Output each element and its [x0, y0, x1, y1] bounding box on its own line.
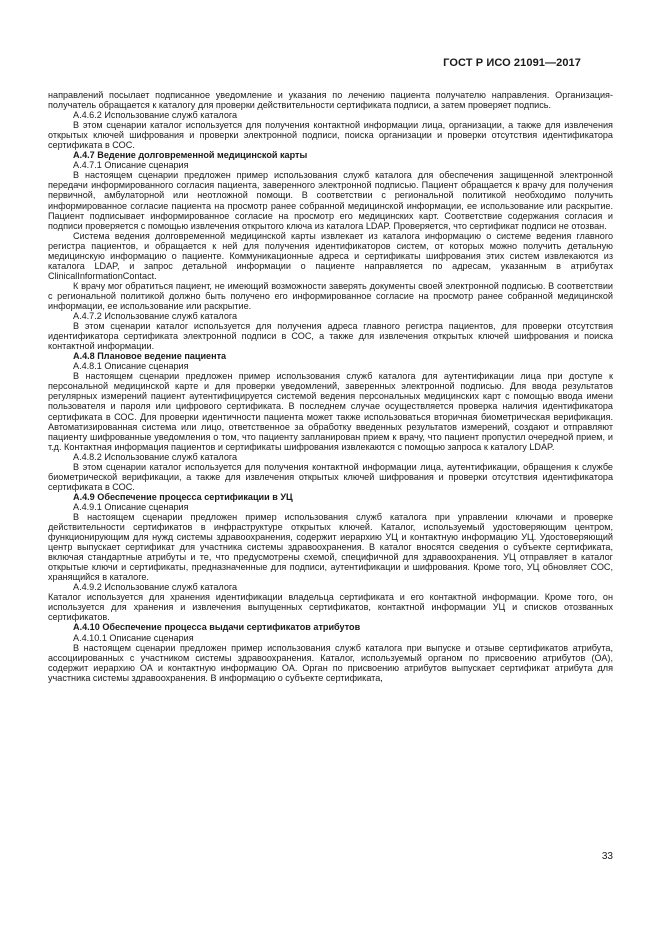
section-heading: А.4.9 Обеспечение процесса сертификации в УЦ	[73, 491, 293, 502]
document-header: ГОСТ Р ИСО 21091—2017	[443, 57, 581, 69]
page-number: 33	[601, 851, 613, 862]
paragraph: В этом сценарии каталог используется для получения контактной информации лица, организации, а также для извлечения открытых ключей шифрования и проверки электронной подписи, поиска организации и проверки отсутствия идентификатора сертификата в СОС.	[48, 120, 613, 151]
paragraph: Система ведения долговременной медицинской карты извлекает из каталога информацию о системе ведения главного регистра пациентов, и обращается к ней для получения идентификаторов систем, от которых можно получить детальную медицинскую информацию о пациенте. Коммуникационные адреса и сертификаты шифрования этих систем извлекаются из каталога LDAP, и запрос детальной информации о пациенте направляется по адресам, указанным в атрибутах ClinicalInformationContact.	[48, 230, 613, 281]
subsection-title: А.4.6.2 Использование служб каталога	[73, 110, 238, 121]
subsection-title: А.4.9.1 Описание сценария	[73, 501, 189, 512]
subsection-title: А.4.7.1 Описание сценария	[73, 160, 189, 171]
subsection-title: А.4.8.2 Использование служб каталога	[73, 451, 238, 462]
paragraph: В настоящем сценарии предложен пример использования служб каталога для обеспечения защищенной электронной передачи информированного согласия пациента, заверенного электронной подписью. Пациент обращается к врачу для получения первичной, амбулаторной или неотложной помощи. В соответствии с региональной политикой необходимо получить информированное согласие пациента на просмотр ранее собранной медицинской информации, ее использование или раскрытие. Пациент подписывает информированное согласие на просмотр его медицинских карт. Соответствие содержания согласия и подписи проверяется с помощью извлечения открытого ключа из каталога LDAP. Проверяется, что сертификат подписи не отозван.	[48, 170, 613, 231]
paragraph: В этом сценарии каталог используется для получения контактной информации лица, аутентификации, обращения к службе биометрической верификации, а также для извлечения открытых ключей шифрования и проверки отсутствия идентификатора сертификата в СОС.	[48, 461, 613, 492]
paragraph: Каталог используется для хранения идентификации владельца сертификата и его контактной информации. Кроме того, он используется для хранения и извлечения выпущенных сертификатов, контактной информации УЦ и списков отозванных сертификатов.	[48, 592, 613, 623]
paragraph: К врачу мог обратиться пациент, не имеющий возможности заверять документы своей электронной подписью. В соответствии с региональной политикой должно быть получено его информированное согласие на просмотр ранее собранной медицинской информации, ее использование или раскрытие.	[48, 280, 613, 311]
paragraph: В настоящем сценарии предложен пример использования служб каталога при управлении ключами и проверке действительности сертификатов в инфраструктуре открытых ключей. Каталог, используемый удостоверяющим центром, функционирующим для нужд системы здравоохранения, содержит иерархию УЦ и контактную информацию УЦ. Удостоверяющий центр выпускает сертификат для участника системы здравоохранения. В каталог вносятся сведения о субъекте сертификата, включая стандартные атрибуты и те, что предусмотрены схемой, специфичной для здравоохранения. УЦ отправляет в каталог открытые ключи и сертификаты, предназначенные для подписи, аутентификации и шифрования. Кроме того, УЦ обновляет СОС, хранящийся в каталоге.	[48, 511, 613, 583]
subsection-title: А.4.8.1 Описание сценария	[73, 361, 189, 372]
subsection-title: А.4.7.2 Использование служб каталога	[73, 311, 238, 322]
subsection-title: А.4.9.2 Использование служб каталога	[73, 582, 238, 593]
paragraph: В настоящем сценарии предложен пример использования служб каталога для аутентификации лица при доступе к персональной медицинской карте и для проверки уведомлений, заверенных электронной подписью. Для ввода результатов регулярных измерений пациент аутентифицируется системой ведения персональных медицинских карт с помощью ввода имени пользователя и пароля или цифрового сертификата. В последнем случае осуществляется проверка наличия идентификатора сертификата в СОС. Для проверки идентичности пациента может также использоваться вторичная биометрическая верификация. Автоматизированная система или лицо, ответственное за обработку введенных результатов измерений, создают и отправляют пациенту шифрованные уведомления о том, что пациенту запланирован прием к врачу, что пациент пропустил очередной прием, и т.д. Контактная информация пациентов и сертификаты шифрования извлекаются с помощью запроса к каталогу LDAP.	[48, 371, 613, 452]
section-heading: А.4.10 Обеспечение процесса выдачи сертификатов атрибутов	[73, 622, 361, 633]
section-heading: А.4.7 Ведение долговременной медицинской карты	[73, 150, 308, 161]
paragraph: В настоящем сценарии предложен пример использования служб каталога при выпуске и отзыве сертификатов атрибута, ассоциированных с участником системы здравоохранения. Каталог, используемый органом по присвоению атрибутов (ОА), содержит иерархию ОА и контактную информацию ОА. Орган по присвоению атрибутов выпускает сертификат атрибута для участника системы здравоохранения. В информацию о субъекте сертификата,	[48, 642, 613, 683]
section-heading: А.4.8 Плановое ведение пациента	[73, 351, 227, 362]
paragraph: В этом сценарии каталог используется для получения адреса главного регистра пациентов, для проверки отсутствия идентификатора сертификата электронной подписи в СОС, а также для извлечения открытых ключей шифрования и поиска контактной информации.	[48, 321, 613, 352]
document-body	[48, 90, 613, 683]
subsection-title: А.4.10.1 Описание сценария	[73, 632, 194, 643]
paragraph: направлений посылает подписанное уведомление и указания по лечению пациента получателю направления. Организация-получатель обращается к каталогу для проверки действительности сертификата подписи, а затем проверяет подпись.	[48, 90, 613, 111]
